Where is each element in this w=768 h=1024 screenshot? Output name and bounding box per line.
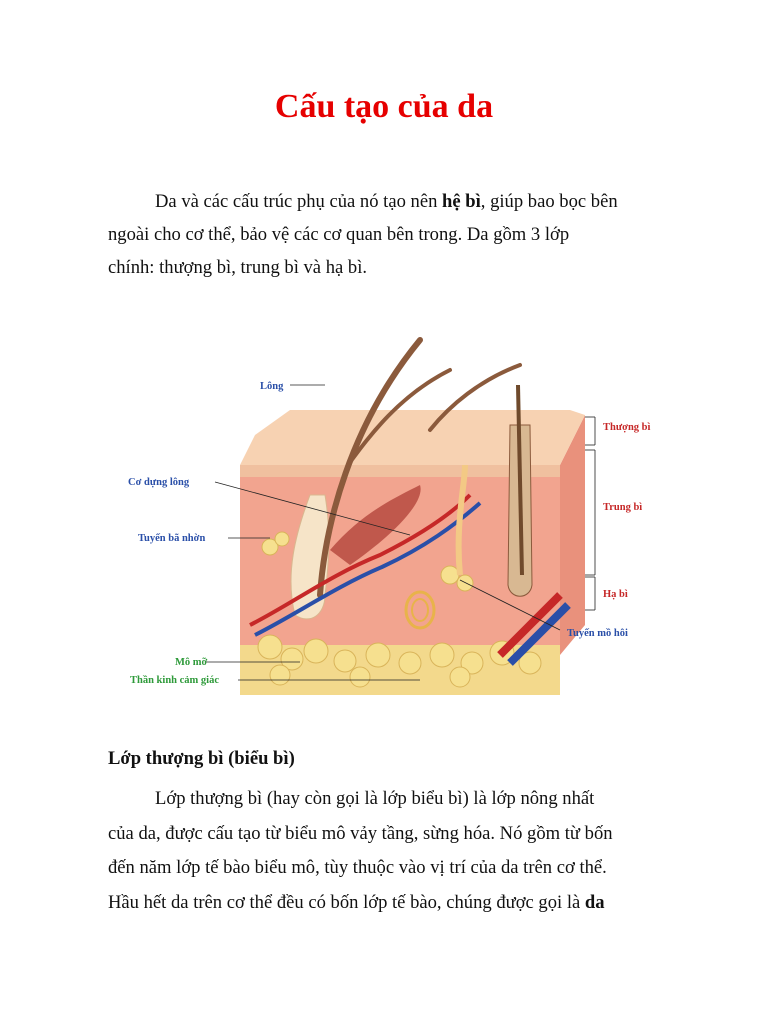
intro-line-1: Da và các cấu trúc phụ của nó tạo nên hệ bì, giúp bao bọc bên	[155, 191, 618, 212]
label-tuyen-ba-nhon: Tuyến bã nhờn	[138, 533, 206, 544]
page-title: Cấu tạo của da	[274, 88, 494, 125]
body-line-1: Lớp thượng bì (hay còn gọi là lớp biểu bì) là lớp nông nhất	[155, 788, 595, 809]
intro-bold-term: hệ bì	[442, 191, 481, 212]
label-co-dung-long: Cơ dựng lông	[128, 477, 190, 488]
section-heading-thuong-bi: Lớp thượng bì (biểu bì)	[108, 748, 295, 769]
intro-line-3: chính: thượng bì, trung bì và hạ bì.	[108, 257, 368, 278]
intro-line-2: ngoài cho cơ thể, bảo vệ các cơ quan bên trong. Da gồm 3 lớp	[108, 224, 570, 245]
skin-block-illustration	[240, 340, 585, 695]
label-long: Lông	[260, 381, 284, 392]
label-mo-mo: Mô mỡ	[175, 657, 208, 668]
body-line-2: của da, được cấu tạo từ biểu mô vảy tầng, sừng hóa. Nó gồm từ bốn	[108, 822, 613, 844]
skin-structure-diagram	[120, 325, 680, 705]
intro-paragraph	[108, 185, 678, 284]
label-tuyen-mo-hoi: Tuyến mồ hôi	[567, 628, 628, 639]
label-trung-bi: Trung bì	[603, 502, 643, 513]
body-line-4: Hầu hết da trên cơ thể đều có bốn lớp tế bào, chúng được gọi là da	[108, 891, 605, 913]
label-thuong-bi: Thượng bì	[603, 422, 651, 433]
label-than-kinh-cam-giac: Thần kinh cảm giác	[130, 675, 219, 686]
section-body-thuong-bi	[108, 782, 678, 920]
body-bold-term: da	[584, 891, 605, 913]
label-ha-bi: Hạ bì	[603, 589, 628, 600]
body-line-3: đến năm lớp tế bào biểu mô, tùy thuộc vào vị trí của da trên cơ thể.	[108, 857, 607, 878]
